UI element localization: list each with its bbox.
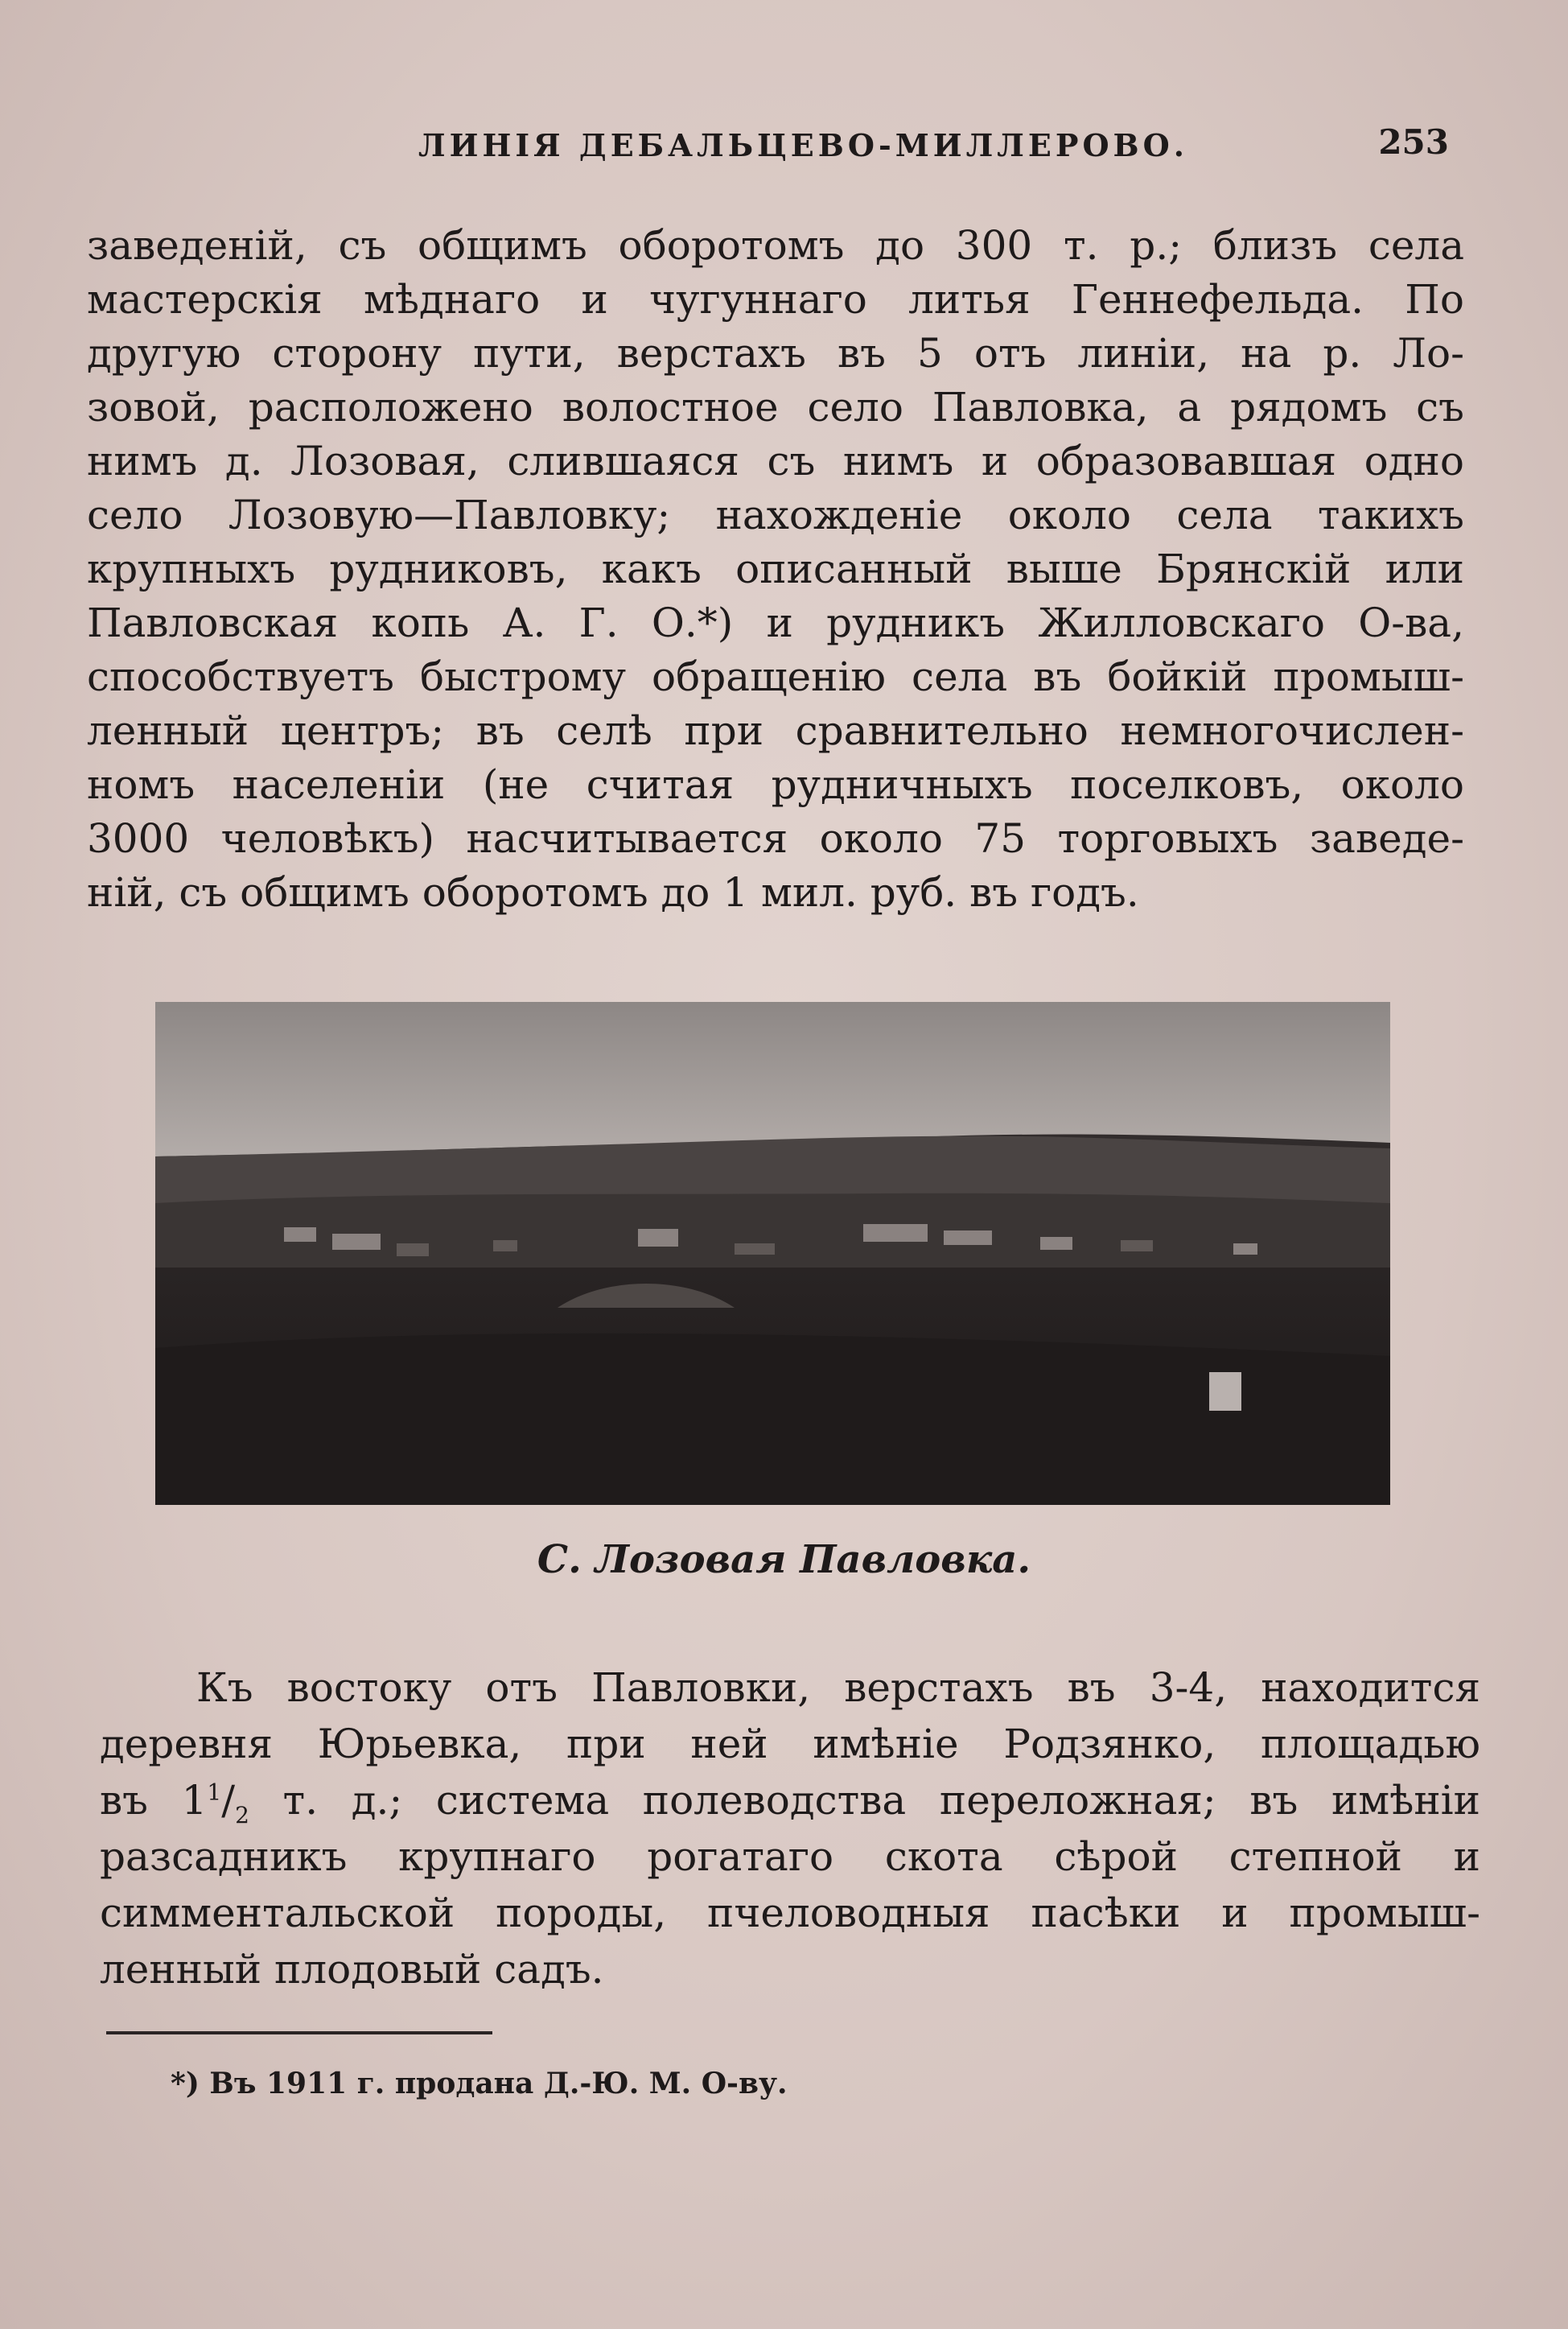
text-line: разсадникъ крупнаго рогатаго скота сѣрой степной и — [100, 1833, 1480, 1880]
text-line: ній, съ общимъ оборотомъ до 1 мил. руб. въ годъ. — [87, 869, 1139, 916]
paragraph-2 — [100, 1659, 1480, 1997]
footnote-divider — [106, 2031, 492, 2034]
page-number: 253 — [1378, 122, 1449, 162]
text-line: село Лозовую—Павловку; нахожденіе около села такихъ — [87, 492, 1464, 538]
photo-landscape — [155, 1002, 1390, 1505]
text-line: Павловская копь А. Г. О.*) и рудникъ Жилловскаго О-ва, — [87, 600, 1464, 646]
text-line: Къ востоку отъ Павловки, верстахъ въ 3-4, находится — [196, 1664, 1480, 1711]
text-line: ленный плодовый садъ. — [100, 1946, 604, 1993]
text-line: нимъ д. Лозовая, слившаяся съ нимъ и образовавшая одно — [87, 438, 1464, 484]
text-line: другую сторону пути, верстахъ въ 5 отъ линіи, на р. Ло- — [87, 330, 1464, 377]
text-line: 3000 человѣкъ) насчитывается около 75 торговыхъ заведе- — [87, 815, 1464, 862]
text-line — [100, 1772, 1480, 1828]
text-line: симментальской породы, пчеловодныя пасѣки и промыш- — [100, 1890, 1480, 1936]
fraction-denominator: 2 — [235, 1802, 249, 1828]
text-line: способствуетъ быстрому обращенію села въ бойкій промыш- — [87, 653, 1464, 700]
text-line: ленный центръ; въ селѣ при сравнительно немногочислен- — [87, 707, 1464, 754]
text-fragment: т. д.; система полеводства переложная; въ имѣніи — [249, 1777, 1480, 1824]
text-line: номъ населеніи (не считая рудничныхъ поселковъ, около — [87, 761, 1464, 808]
paragraph-1 — [87, 219, 1464, 920]
text-line: зовой, расположено волостное село Павловка, а рядомъ съ — [87, 384, 1464, 431]
fraction-slash: / — [221, 1777, 236, 1824]
text-line: крупныхъ рудниковъ, какъ описанный выше Брянскій или — [87, 546, 1464, 592]
text-line: деревня Юрьевка, при ней имѣніе Родзянко, площадью — [100, 1721, 1480, 1767]
text-line: мастерскія мѣднаго и чугуннаго литья Геннефельда. По — [87, 276, 1464, 323]
figure-caption: С. Лозовая Павловка. — [537, 1537, 1031, 1582]
fraction-numerator: 1 — [207, 1779, 222, 1806]
footnote: *) Въ 1911 г. продана Д.-Ю. М. О-ву. — [171, 2067, 788, 2100]
text-fragment: въ 1 — [100, 1777, 208, 1824]
village-photograph — [155, 1002, 1390, 1505]
text-line: заведеній, съ общимъ оборотомъ до 300 т. р.; близъ села — [87, 222, 1464, 269]
running-title: ЛИНІЯ ДЕБАЛЬЦЕВО-МИЛЛЕРОВО. — [418, 127, 1188, 163]
